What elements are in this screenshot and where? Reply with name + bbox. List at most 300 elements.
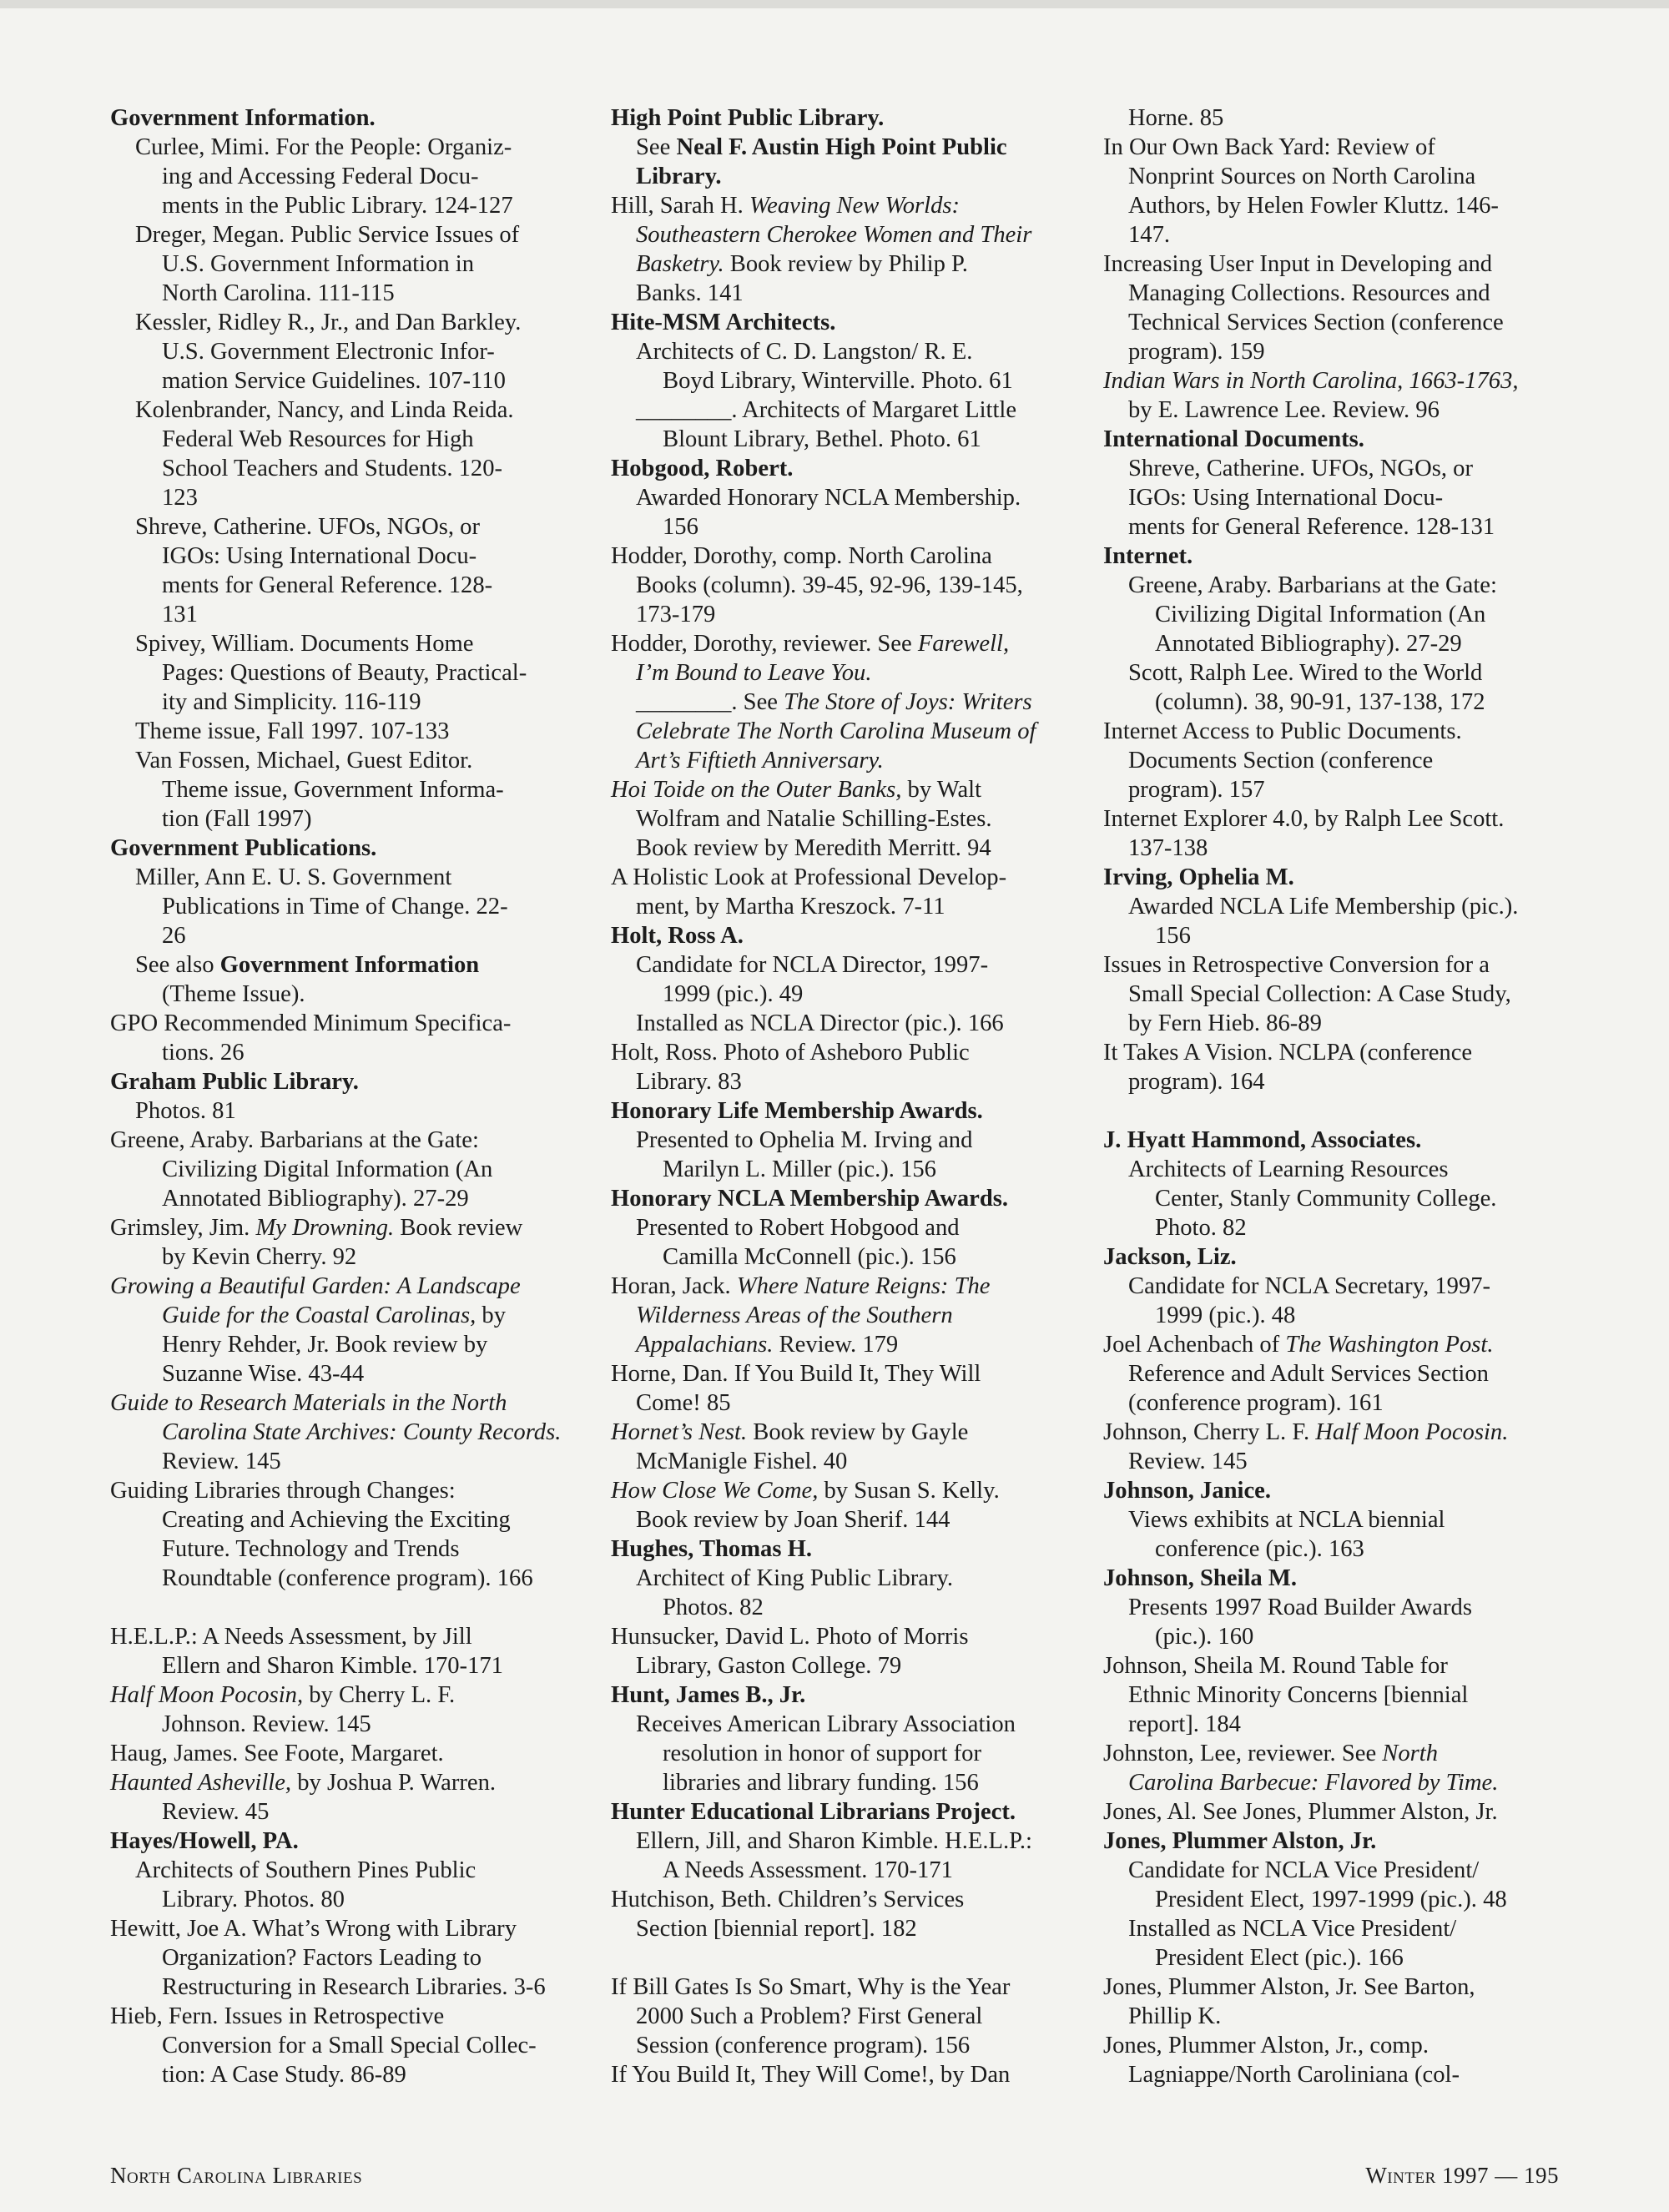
index-text: Documents Section (conference: [1128, 748, 1434, 773]
index-text: Ellern, Jill, and Sharon Kimble. H.E.L.P.:: [636, 1828, 1032, 1854]
index-text: Greene, Araby. Barbarians at the Gate:: [110, 1127, 479, 1153]
index-line: [110, 775, 577, 804]
index-line: [1103, 688, 1554, 717]
index-line: [110, 863, 577, 892]
index-text: Architect of King Public Library.: [636, 1565, 954, 1591]
index-text: Carolina State Archives: County Records.: [162, 1419, 562, 1445]
index-text: 147.: [1128, 222, 1171, 248]
index-line: [1103, 892, 1554, 921]
index-line: [611, 834, 1087, 863]
index-line: [1103, 1564, 1554, 1593]
index-text: Candidate for NCLA Vice President/: [1128, 1857, 1480, 1883]
index-line: [1103, 366, 1554, 396]
index-line: [1103, 542, 1554, 571]
footer-issue-page: Winter 1997 — 195: [1365, 2163, 1559, 2188]
index-line: [110, 746, 577, 775]
index-text: Hughes, Thomas H.: [611, 1536, 812, 1562]
index-line: [110, 308, 577, 337]
index-text: ________. Architects of Margaret Little: [636, 397, 1017, 423]
index-line: [110, 571, 577, 600]
index-text: Weaving New Worlds:: [749, 193, 961, 219]
index-line: [1103, 2031, 1554, 2060]
index-text: Horne. 85: [1128, 105, 1224, 131]
index-line: [611, 396, 1087, 425]
index-text: 156: [1155, 923, 1191, 949]
index-text: Carolina Barbecue: Flavored by Time.: [1128, 1770, 1499, 1796]
index-line: [611, 1797, 1087, 1827]
index-text: Architects of Learning Resources: [1128, 1156, 1449, 1182]
index-line: [110, 2031, 577, 2060]
index-text: Installed as NCLA Vice President/: [1128, 1916, 1457, 1942]
index-text: Review. 179: [773, 1332, 899, 1358]
index-line: [611, 980, 1087, 1009]
index-line: [1103, 1914, 1554, 1943]
index-column-2: [611, 103, 1087, 2089]
index-line: [1103, 308, 1554, 337]
index-line: [611, 1388, 1087, 1418]
index-text: Jones, Al. See Jones, Plummer Alston, Jr.: [1103, 1799, 1498, 1825]
index-text: program). 164: [1128, 1069, 1265, 1095]
index-line: [1103, 249, 1554, 279]
index-text: Johnson, Sheila M.: [1103, 1565, 1297, 1591]
index-line: [611, 1301, 1087, 1330]
index-line: [611, 804, 1087, 834]
index-line: [1103, 220, 1554, 249]
index-text: Camilla McConnell (pic.). 156: [663, 1244, 956, 1270]
index-text: Shreve, Catherine. UFOs, NGOs, or: [1128, 456, 1473, 481]
index-text: (conference program). 161: [1128, 1390, 1384, 1416]
index-text: Publications in Time of Change. 22-: [162, 894, 508, 920]
index-text: Curlee, Mimi. For the People: Organiz-: [135, 134, 512, 160]
index-text: program). 157: [1128, 777, 1265, 803]
index-text: Horan, Jack.: [611, 1273, 737, 1299]
index-line: [110, 2060, 577, 2089]
index-text: Johnson, Cherry L. F.: [1103, 1419, 1316, 1445]
index-line: [110, 1155, 577, 1184]
index-text: Book review by Meredith Merritt. 94: [636, 835, 991, 861]
index-text: Hill, Sarah H.: [611, 193, 749, 219]
index-line: [611, 717, 1087, 746]
index-line: [1103, 1827, 1554, 1856]
index-line: [611, 512, 1087, 542]
index-line: [611, 1885, 1087, 1914]
index-text: Indian Wars in North Carolina, 1663-1763,: [1103, 368, 1519, 394]
index-text: Appalachians.: [636, 1332, 774, 1358]
index-text: In Our Own Back Yard: Review of: [1103, 134, 1435, 160]
index-text: Hewitt, Joe A. What’s Wrong with Library: [110, 1916, 517, 1942]
index-line: [110, 1242, 577, 1272]
index-line: [110, 892, 577, 921]
index-text: Center, Stanly Community College.: [1155, 1186, 1497, 1212]
index-text: Library, Gaston College. 79: [636, 1653, 902, 1679]
index-line: [611, 1330, 1087, 1359]
index-line: [110, 1388, 577, 1418]
index-line: [110, 1885, 577, 1914]
index-line: [1103, 337, 1554, 366]
index-line: [611, 249, 1087, 279]
index-line: [110, 600, 577, 629]
index-line: [1103, 1973, 1554, 2002]
index-line: [611, 308, 1087, 337]
index-text: Government Information.: [110, 105, 376, 131]
index-line: [110, 1009, 577, 1038]
index-text: 1999 (pic.). 49: [663, 981, 804, 1007]
index-text: Wolfram and Natalie Schilling-Estes.: [636, 806, 992, 832]
index-text: Hieb, Fern. Issues in Retrospective: [110, 2003, 445, 2029]
index-text: Haug, James. See Foote, Margaret.: [110, 1741, 444, 1766]
index-line: [611, 220, 1087, 249]
index-line: [1103, 950, 1554, 980]
index-text: Shreve, Catherine. UFOs, NGOs, or: [135, 514, 480, 540]
index-text: Phillip K.: [1128, 2003, 1222, 2029]
index-text: President Elect (pic.). 166: [1155, 1945, 1404, 1971]
index-text: Issues in Retrospective Conversion for a: [1103, 952, 1490, 978]
index-text: Internet Access to Public Documents.: [1103, 718, 1462, 744]
index-text: by Kevin Cherry. 92: [162, 1244, 357, 1270]
index-text: Internet.: [1103, 543, 1193, 569]
index-text: ________. See: [636, 689, 784, 715]
index-line: [1103, 1534, 1554, 1564]
index-text: 26: [162, 923, 186, 949]
index-text: Holt, Ross A.: [611, 923, 744, 949]
index-text: U.S. Government Electronic Infor-: [162, 339, 495, 365]
index-text: 137-138: [1128, 835, 1208, 861]
index-text: Jackson, Liz.: [1103, 1244, 1237, 1270]
index-text: Hite-MSM Architects.: [611, 310, 836, 335]
index-line: [1103, 1622, 1554, 1651]
index-line: [611, 1651, 1087, 1680]
index-line: [1103, 746, 1554, 775]
index-line: [611, 1768, 1087, 1797]
index-text: Installed as NCLA Director (pic.). 166: [636, 1010, 1004, 1036]
index-text: Growing a Beautiful Garden: A Landscape: [110, 1273, 521, 1299]
index-line: [1103, 396, 1554, 425]
index-line: [1103, 1330, 1554, 1359]
index-text: mation Service Guidelines. 107-110: [162, 368, 506, 394]
index-text: Joel Achenbach of: [1103, 1332, 1286, 1358]
index-line: [110, 1476, 577, 1505]
index-text: Banks. 141: [636, 280, 744, 306]
index-text: Authors, by Helen Fowler Kluttz. 146-: [1128, 193, 1499, 219]
index-line: [611, 483, 1087, 512]
index-line: [1103, 162, 1554, 191]
index-line: [110, 1359, 577, 1388]
index-text: Horne, Dan. If You Build It, They Will: [611, 1361, 981, 1387]
index-line: [1103, 279, 1554, 308]
index-text: Southeastern Cherokee Women and Their: [636, 222, 1032, 248]
index-text: I’m Bound to Leave You.: [636, 660, 872, 686]
index-text: Jones, Plummer Alston, Jr.: [1103, 1828, 1377, 1854]
index-line: [110, 1914, 577, 1943]
index-text: High Point Public Library.: [611, 105, 885, 131]
index-line: [611, 279, 1087, 308]
index-line: [611, 775, 1087, 804]
index-text: Creating and Achieving the Exciting: [162, 1507, 511, 1533]
index-line: [611, 1184, 1087, 1213]
index-line: [611, 1593, 1087, 1622]
index-text: Awarded NCLA Life Membership (pic.).: [1128, 894, 1519, 920]
index-text: Hunsucker, David L. Photo of Morris: [611, 1624, 969, 1650]
index-text: Art’s Fiftieth Anniversary.: [636, 748, 884, 773]
index-line: [1103, 1505, 1554, 1534]
index-line: [611, 1856, 1087, 1885]
index-line: [1103, 1272, 1554, 1301]
index-line: [611, 1680, 1087, 1710]
index-text: 131: [162, 602, 198, 627]
index-text: Van Fossen, Michael, Guest Editor.: [135, 748, 473, 773]
index-text: Hoi Toide on the Outer Banks,: [611, 777, 902, 803]
index-line: [1103, 1447, 1554, 1476]
index-text: If You Build It, They Will Come!, by Dan: [611, 2062, 1011, 2088]
index-line: [1103, 1418, 1554, 1447]
index-line: [110, 1418, 577, 1447]
index-line: [1103, 775, 1554, 804]
index-text: Presents 1997 Road Builder Awards: [1128, 1595, 1472, 1620]
index-line: [110, 1067, 577, 1096]
index-line: [611, 629, 1087, 658]
index-text: 173-179: [636, 602, 716, 627]
index-line: [110, 162, 577, 191]
index-text: Hodder, Dorothy, reviewer. See: [611, 631, 918, 657]
index-text: ments for General Reference. 128-: [162, 572, 493, 598]
index-line: [1103, 571, 1554, 600]
index-line: [611, 1009, 1087, 1038]
index-line: [611, 454, 1087, 483]
index-column-1: [110, 103, 577, 2089]
index-text: Views exhibits at NCLA biennial: [1128, 1507, 1445, 1533]
index-line: [110, 512, 577, 542]
index-line: [1103, 1943, 1554, 1973]
index-text: Jones, Plummer Alston, Jr., comp.: [1103, 2033, 1429, 2058]
index-line: [611, 1242, 1087, 1272]
index-line: [611, 571, 1087, 600]
index-line: [611, 892, 1087, 921]
index-text: Internet Explorer 4.0, by Ralph Lee Scott.: [1103, 806, 1505, 832]
index-text: Johnston, Lee, reviewer. See: [1103, 1741, 1383, 1766]
index-line: [611, 1418, 1087, 1447]
index-text: tion (Fall 1997): [162, 806, 312, 832]
index-text: Presented to Ophelia M. Irving and: [636, 1127, 973, 1153]
index-text: Wilderness Areas of the Southern: [636, 1303, 953, 1328]
index-line: [611, 863, 1087, 892]
index-text: Hunter Educational Librarians Project.: [611, 1799, 1016, 1825]
index-text: Hunt, James B., Jr.: [611, 1682, 806, 1708]
index-line: [611, 950, 1087, 980]
index-line: [1103, 1126, 1554, 1155]
index-line: [611, 191, 1087, 220]
index-line: [1103, 2060, 1554, 2089]
index-text: Photos. 81: [135, 1098, 236, 1124]
index-text: by Susan S. Kelly.: [818, 1478, 1000, 1504]
index-line: [1103, 804, 1554, 834]
index-text: Kolenbrander, Nancy, and Linda Reida.: [135, 397, 514, 423]
index-text: GPO Recommended Minimum Specifica-: [110, 1010, 512, 1036]
index-text: Johnson. Review. 145: [162, 1711, 371, 1737]
index-text: Civilizing Digital Information (An: [1155, 602, 1486, 627]
index-line: [1103, 629, 1554, 658]
index-line: [110, 1651, 577, 1680]
index-text: Theme issue, Government Informa-: [162, 777, 504, 803]
footer-journal-title: North Carolina Libraries: [110, 2163, 363, 2188]
index-text: Candidate for NCLA Secretary, 1997-: [1128, 1273, 1491, 1299]
index-line: [1103, 1651, 1554, 1680]
index-text: How Close We Come,: [611, 1478, 819, 1504]
index-text: H.E.L.P.: A Needs Assessment, by Jill: [110, 1624, 472, 1650]
index-text: Haunted Asheville,: [110, 1770, 292, 1796]
index-text: Grimsley, Jim.: [110, 1215, 256, 1241]
index-line: [110, 980, 577, 1009]
index-text: Celebrate The North Carolina Museum of: [636, 718, 1036, 744]
index-line: [110, 2002, 577, 2031]
index-text: It Takes A Vision. NCLPA (conference: [1103, 1040, 1473, 1066]
index-text: Presented to Robert Hobgood and: [636, 1215, 960, 1241]
index-text: Library.: [636, 164, 722, 189]
index-text: libraries and library funding. 156: [663, 1770, 979, 1796]
index-line: [1103, 425, 1554, 454]
index-text: See also: [135, 952, 220, 978]
index-text: Blount Library, Bethel. Photo. 61: [663, 426, 981, 452]
index-text: Small Special Collection: A Case Study,: [1128, 981, 1511, 1007]
index-text: Theme issue, Fall 1997. 107-133: [135, 718, 450, 744]
index-text: program). 159: [1128, 339, 1265, 365]
index-text: Candidate for NCLA Director, 1997-: [636, 952, 989, 978]
index-text: Review. 145: [1128, 1449, 1248, 1474]
index-line: [110, 1622, 577, 1651]
index-text: Photo. 82: [1155, 1215, 1247, 1241]
index-text: ing and Accessing Federal Docu-: [162, 164, 479, 189]
index-text: Spivey, William. Documents Home: [135, 631, 474, 657]
index-line: [611, 921, 1087, 950]
index-text: Hornet’s Nest.: [611, 1419, 748, 1445]
index-text: Book review by Gayle: [747, 1419, 969, 1445]
index-line: [110, 658, 577, 688]
index-line: [611, 1096, 1087, 1126]
index-text: Books (column). 39-45, 92-96, 139-145,: [636, 572, 1023, 598]
index-text: Farewell,: [917, 631, 1010, 657]
index-line: [1103, 1067, 1554, 1096]
index-line: [110, 921, 577, 950]
index-line: [1103, 1213, 1554, 1242]
index-text: A Holistic Look at Professional Develop-: [611, 864, 1007, 890]
index-text: 1999 (pic.). 48: [1155, 1303, 1296, 1328]
index-line: [611, 542, 1087, 571]
index-line: [1103, 454, 1554, 483]
index-text: The Store of Joys: Writers: [784, 689, 1032, 715]
index-text: (column). 38, 90-91, 137-138, 172: [1155, 689, 1485, 715]
index-line: [611, 133, 1087, 162]
index-text: Hodder, Dorothy, comp. North Carolina: [611, 543, 992, 569]
index-text: Technical Services Section (conference: [1128, 310, 1504, 335]
index-text: Miller, Ann E. U. S. Government: [135, 864, 452, 890]
index-line: [110, 1272, 577, 1301]
index-text: Ellern and Sharon Kimble. 170-171: [162, 1653, 503, 1679]
index-line: [110, 249, 577, 279]
index-text: Review. 45: [162, 1799, 270, 1825]
index-line: [110, 279, 577, 308]
index-text: IGOs: Using International Docu-: [1128, 485, 1444, 511]
index-line: [110, 483, 577, 512]
index-text: ments for General Reference. 128-131: [1128, 514, 1495, 540]
index-line: [1103, 1388, 1554, 1418]
index-text: 156: [663, 514, 698, 540]
index-line: [611, 1155, 1087, 1184]
index-line: [110, 1564, 577, 1593]
index-text: J. Hyatt Hammond, Associates.: [1103, 1127, 1422, 1153]
index-line: [110, 1943, 577, 1973]
index-text: Guide for the Coastal Carolinas,: [162, 1303, 476, 1328]
index-line: [611, 1505, 1087, 1534]
index-line: [1103, 1768, 1554, 1797]
index-line: [1103, 658, 1554, 688]
index-line: [1103, 717, 1554, 746]
index-line: [110, 1505, 577, 1534]
index-line: [611, 1710, 1087, 1739]
index-text: See: [636, 134, 677, 160]
index-text: Hutchison, Beth. Children’s Services: [611, 1887, 965, 1912]
index-text: Organization? Factors Leading to: [162, 1945, 482, 1971]
index-text: Dreger, Megan. Public Service Issues of: [135, 222, 520, 248]
index-line: [1103, 1301, 1554, 1330]
index-text: North Carolina. 111-115: [162, 280, 395, 306]
index-text: Marilyn L. Miller (pic.). 156: [663, 1156, 936, 1182]
index-line: [1103, 1797, 1554, 1827]
index-text: Suzanne Wise. 43-44: [162, 1361, 365, 1387]
index-line: [611, 1447, 1087, 1476]
index-line: [110, 1973, 577, 2002]
index-text: Architects of Southern Pines Public: [135, 1857, 476, 1883]
index-line: [611, 1827, 1087, 1856]
page-top-edge: [0, 0, 1669, 8]
index-text: Lagniappe/North Caroliniana (col-: [1128, 2062, 1460, 2088]
index-line: [1103, 1184, 1554, 1213]
index-text: Pages: Questions of Beauty, Practical-: [162, 660, 527, 686]
index-line: [1103, 1476, 1554, 1505]
index-line: [611, 1622, 1087, 1651]
index-line: [611, 337, 1087, 366]
index-text: Nonprint Sources on North Carolina: [1128, 164, 1476, 189]
index-text: Honorary NCLA Membership Awards.: [611, 1186, 1009, 1212]
index-line: [1103, 1009, 1554, 1038]
index-line: [611, 1476, 1087, 1505]
index-text: (pic.). 160: [1155, 1624, 1254, 1650]
index-line: [110, 220, 577, 249]
index-text: Library. 83: [636, 1069, 742, 1095]
index-text: resolution in honor of support for: [663, 1741, 981, 1766]
index-text: ments in the Public Library. 124-127: [162, 193, 513, 219]
index-text: Reference and Adult Services Section: [1128, 1361, 1489, 1387]
index-line: [110, 804, 577, 834]
index-text: Federal Web Resources for High: [162, 426, 474, 452]
index-text: ity and Simplicity. 116-119: [162, 689, 421, 715]
index-line: [611, 1126, 1087, 1155]
index-line: [110, 542, 577, 571]
index-column-3: [1103, 103, 1554, 2089]
index-line: [611, 162, 1087, 191]
index-text: Annotated Bibliography). 27-29: [162, 1186, 469, 1212]
index-text: Library. Photos. 80: [162, 1887, 345, 1912]
index-text: by Cherry L. F.: [303, 1682, 456, 1708]
index-line: [1103, 921, 1554, 950]
index-line: [110, 629, 577, 658]
index-line: [611, 1067, 1087, 1096]
index-text: Roundtable (conference program). 166: [162, 1565, 533, 1591]
index-line: [611, 2031, 1087, 2060]
index-text: Managing Collections. Resources and: [1128, 280, 1490, 306]
index-line: [611, 1359, 1087, 1388]
index-line: [1103, 133, 1554, 162]
index-line: [110, 1096, 577, 1126]
index-line: [110, 425, 577, 454]
